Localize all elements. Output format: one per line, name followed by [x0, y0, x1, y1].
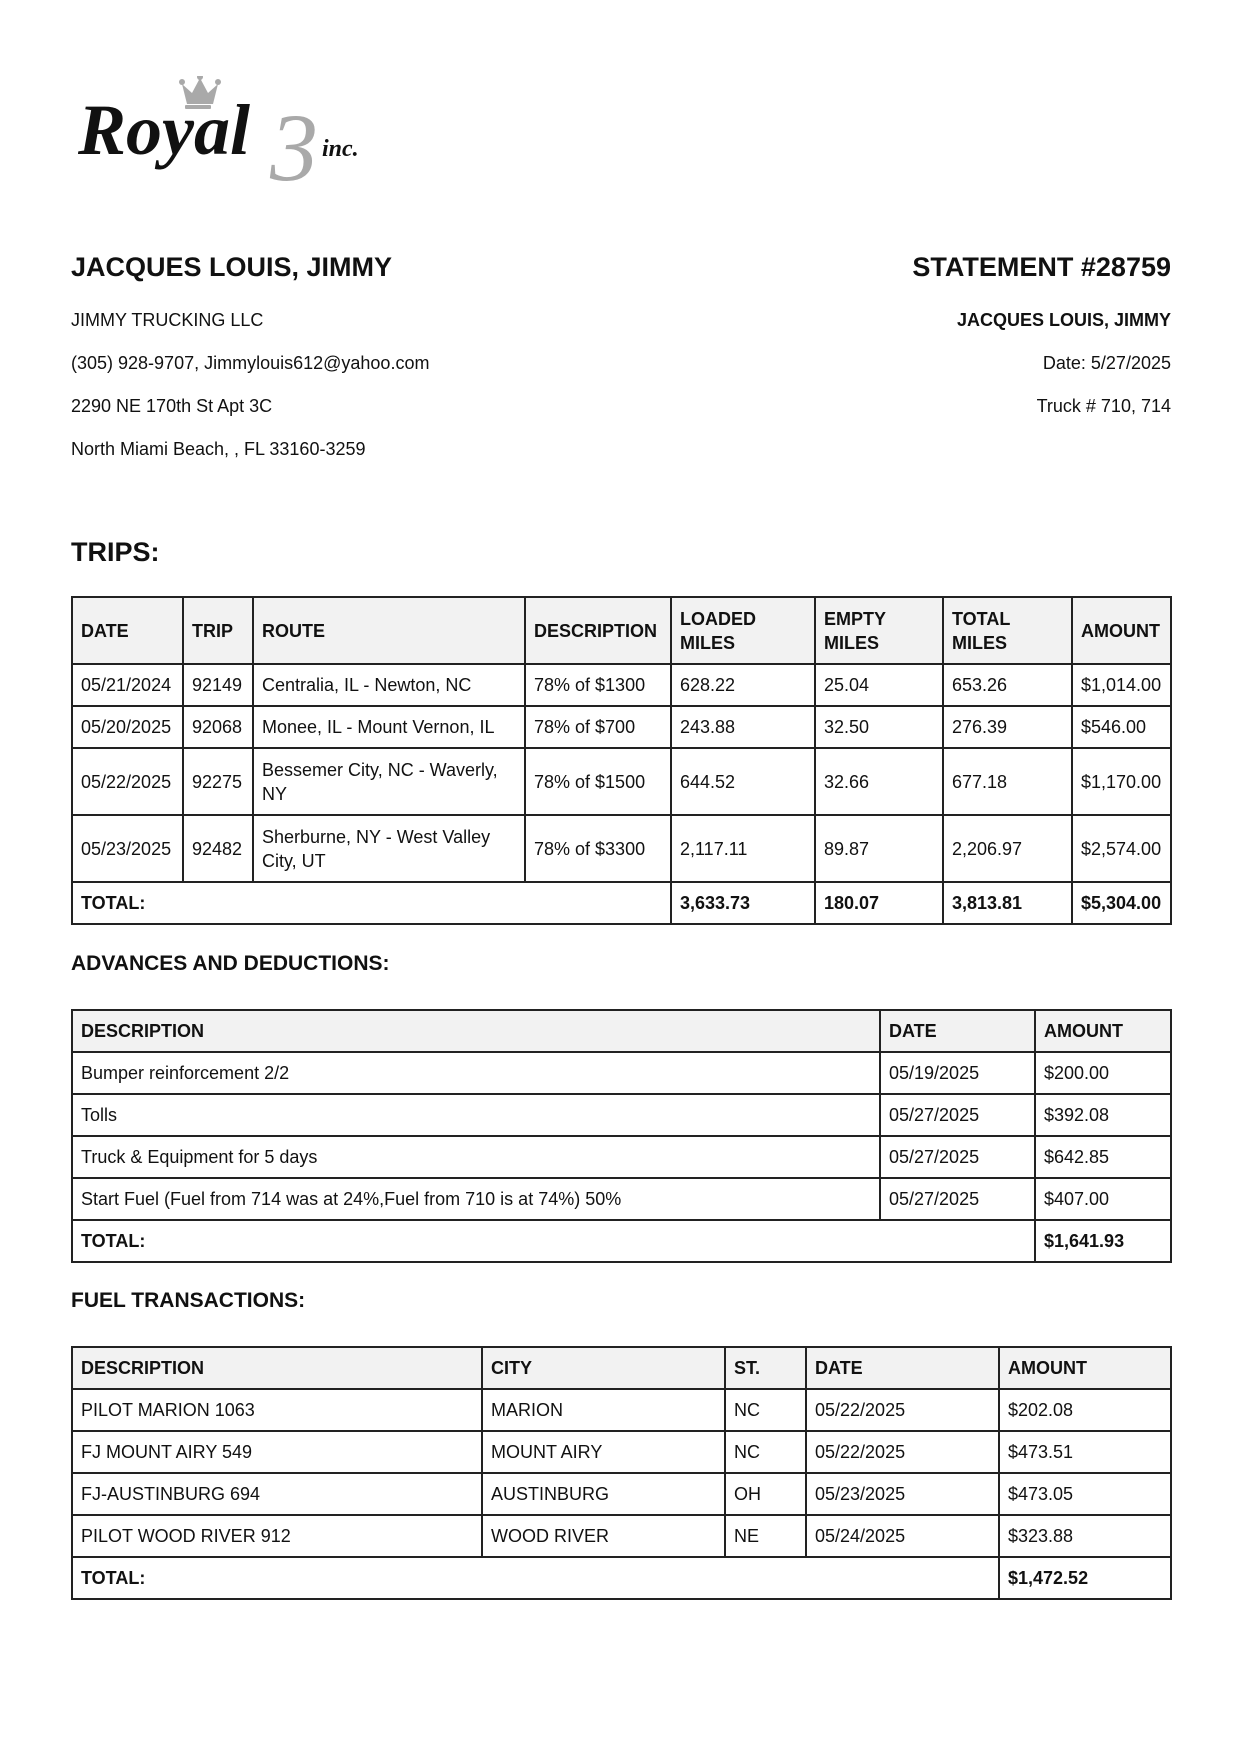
fuel-date: 05/24/2025	[806, 1515, 999, 1557]
col-header-state: ST.	[725, 1347, 806, 1389]
trip-amount: $1,014.00	[1072, 664, 1171, 706]
trip-date: 05/20/2025	[72, 706, 183, 748]
col-header-trip: TRIP	[183, 597, 253, 664]
advance-amount: $200.00	[1035, 1052, 1171, 1094]
trip-total-miles: 653.26	[943, 664, 1072, 706]
trip-number: 92482	[183, 815, 253, 882]
advance-description: Bumper reinforcement 2/2	[72, 1052, 880, 1094]
trip-loaded-miles: 644.52	[671, 748, 815, 815]
total-label: TOTAL:	[72, 1220, 1035, 1262]
statement-date: Date: 5/27/2025	[1042, 353, 1171, 373]
advance-amount: $407.00	[1035, 1178, 1171, 1220]
trip-empty-miles: 32.50	[815, 706, 943, 748]
fuel-date: 05/22/2025	[806, 1431, 999, 1473]
fuel-header-row	[72, 1347, 1171, 1389]
advance-description: Truck & Equipment for 5 days	[72, 1136, 880, 1178]
trip-description: 78% of $1500	[525, 748, 671, 815]
driver-address-line2: North Miami Beach, , FL 33160-3259	[71, 439, 366, 459]
company-logo	[78, 76, 384, 186]
statement-title: STATEMENT #28759	[912, 252, 1171, 282]
col-header-amount: AMOUNT	[1035, 1010, 1171, 1052]
total-total-miles: 3,813.81	[943, 882, 1072, 924]
statement-driver-name: JACQUES LOUIS, JIMMY	[956, 310, 1171, 330]
advance-date: 05/27/2025	[880, 1094, 1035, 1136]
fuel-description: PILOT MARION 1063	[72, 1389, 482, 1431]
col-header-city: CITY	[482, 1347, 725, 1389]
table-row	[72, 748, 1171, 815]
fuel-date: 05/22/2025	[806, 1389, 999, 1431]
trip-route: Centralia, IL - Newton, NC	[253, 664, 525, 706]
logo-suffix: inc.	[322, 136, 359, 162]
total-amount: $5,304.00	[1072, 882, 1171, 924]
table-row	[72, 1052, 1171, 1094]
trip-total-miles: 276.39	[943, 706, 1072, 748]
fuel-total-row	[72, 1557, 1171, 1599]
trip-description: 78% of $1300	[525, 664, 671, 706]
col-header-empty-miles: EMPTY MILES	[815, 597, 943, 664]
fuel-date: 05/23/2025	[806, 1473, 999, 1515]
fuel-amount: $473.05	[999, 1473, 1171, 1515]
fuel-state: OH	[725, 1473, 806, 1515]
fuel-state: NC	[725, 1389, 806, 1431]
fuel-description: FJ MOUNT AIRY 549	[72, 1431, 482, 1473]
trips-total-row	[72, 882, 1171, 924]
trip-route: Monee, IL - Mount Vernon, IL	[253, 706, 525, 748]
trips-header-row	[72, 597, 1171, 664]
total-amount: $1,472.52	[999, 1557, 1171, 1599]
fuel-title: FUEL TRANSACTIONS:	[71, 1289, 306, 1312]
driver-name: JACQUES LOUIS, JIMMY	[71, 252, 393, 282]
advance-description: Start Fuel (Fuel from 714 was at 24%,Fuel from 710 is at 74%) 50%	[72, 1178, 880, 1220]
col-header-loaded-miles: LOADED MILES	[671, 597, 815, 664]
table-row	[72, 1473, 1171, 1515]
fuel-description: PILOT WOOD RIVER 912	[72, 1515, 482, 1557]
total-label: TOTAL:	[72, 882, 671, 924]
logo-wordmark: Royal	[78, 90, 250, 170]
fuel-description: FJ-AUSTINBURG 694	[72, 1473, 482, 1515]
trip-route: Sherburne, NY - West Valley City, UT	[253, 815, 525, 882]
advance-amount: $392.08	[1035, 1094, 1171, 1136]
trip-empty-miles: 25.04	[815, 664, 943, 706]
trip-description: 78% of $700	[525, 706, 671, 748]
col-header-amount: AMOUNT	[1072, 597, 1171, 664]
col-header-date: DATE	[806, 1347, 999, 1389]
fuel-city: AUSTINBURG	[482, 1473, 725, 1515]
trip-total-miles: 677.18	[943, 748, 1072, 815]
fuel-state: NE	[725, 1515, 806, 1557]
fuel-city: WOOD RIVER	[482, 1515, 725, 1557]
trip-empty-miles: 89.87	[815, 815, 943, 882]
col-header-description: DESCRIPTION	[72, 1347, 482, 1389]
table-row	[72, 706, 1171, 748]
trip-loaded-miles: 628.22	[671, 664, 815, 706]
driver-company: JIMMY TRUCKING LLC	[71, 310, 264, 330]
trip-amount: $1,170.00	[1072, 748, 1171, 815]
fuel-amount: $323.88	[999, 1515, 1171, 1557]
advances-total-row	[72, 1220, 1171, 1262]
col-header-date: DATE	[72, 597, 183, 664]
advances-title: ADVANCES AND DEDUCTIONS:	[71, 952, 390, 975]
trip-date: 05/21/2024	[72, 664, 183, 706]
table-row	[72, 1389, 1171, 1431]
table-row	[72, 664, 1171, 706]
driver-contact: (305) 928-9707, Jimmylouis612@yahoo.com	[71, 353, 430, 373]
table-row	[72, 1515, 1171, 1557]
trip-description: 78% of $3300	[525, 815, 671, 882]
fuel-table	[71, 1346, 1172, 1600]
trip-amount: $2,574.00	[1072, 815, 1171, 882]
table-row	[72, 1178, 1171, 1220]
total-label: TOTAL:	[72, 1557, 999, 1599]
statement-truck: Truck # 710, 714	[1036, 396, 1171, 416]
col-header-total-miles: TOTAL MILES	[943, 597, 1072, 664]
trip-empty-miles: 32.66	[815, 748, 943, 815]
trip-loaded-miles: 243.88	[671, 706, 815, 748]
trips-title: TRIPS:	[71, 537, 160, 567]
trip-amount: $546.00	[1072, 706, 1171, 748]
col-header-route: ROUTE	[253, 597, 525, 664]
advances-table	[71, 1009, 1172, 1263]
table-row	[72, 1431, 1171, 1473]
trip-loaded-miles: 2,117.11	[671, 815, 815, 882]
table-row	[72, 815, 1171, 882]
total-amount: $1,641.93	[1035, 1220, 1171, 1262]
col-header-amount: AMOUNT	[999, 1347, 1171, 1389]
fuel-city: MARION	[482, 1389, 725, 1431]
trip-date: 05/22/2025	[72, 748, 183, 815]
col-header-date: DATE	[880, 1010, 1035, 1052]
trip-route: Bessemer City, NC - Waverly, NY	[253, 748, 525, 815]
trip-total-miles: 2,206.97	[943, 815, 1072, 882]
logo-numeral: 3	[270, 94, 318, 186]
driver-address-line1: 2290 NE 170th St Apt 3C	[71, 396, 273, 416]
trip-number: 92068	[183, 706, 253, 748]
advance-date: 05/27/2025	[880, 1136, 1035, 1178]
fuel-amount: $473.51	[999, 1431, 1171, 1473]
col-header-description: DESCRIPTION	[72, 1010, 880, 1052]
table-row	[72, 1094, 1171, 1136]
total-empty-miles: 180.07	[815, 882, 943, 924]
advance-date: 05/27/2025	[880, 1178, 1035, 1220]
total-loaded-miles: 3,633.73	[671, 882, 815, 924]
fuel-state: NC	[725, 1431, 806, 1473]
table-row	[72, 1136, 1171, 1178]
col-header-description: DESCRIPTION	[525, 597, 671, 664]
fuel-city: MOUNT AIRY	[482, 1431, 725, 1473]
trips-table	[71, 596, 1172, 925]
advance-description: Tolls	[72, 1094, 880, 1136]
fuel-amount: $202.08	[999, 1389, 1171, 1431]
advances-header-row	[72, 1010, 1171, 1052]
trip-number: 92275	[183, 748, 253, 815]
trip-number: 92149	[183, 664, 253, 706]
advance-date: 05/19/2025	[880, 1052, 1035, 1094]
trip-date: 05/23/2025	[72, 815, 183, 882]
advance-amount: $642.85	[1035, 1136, 1171, 1178]
